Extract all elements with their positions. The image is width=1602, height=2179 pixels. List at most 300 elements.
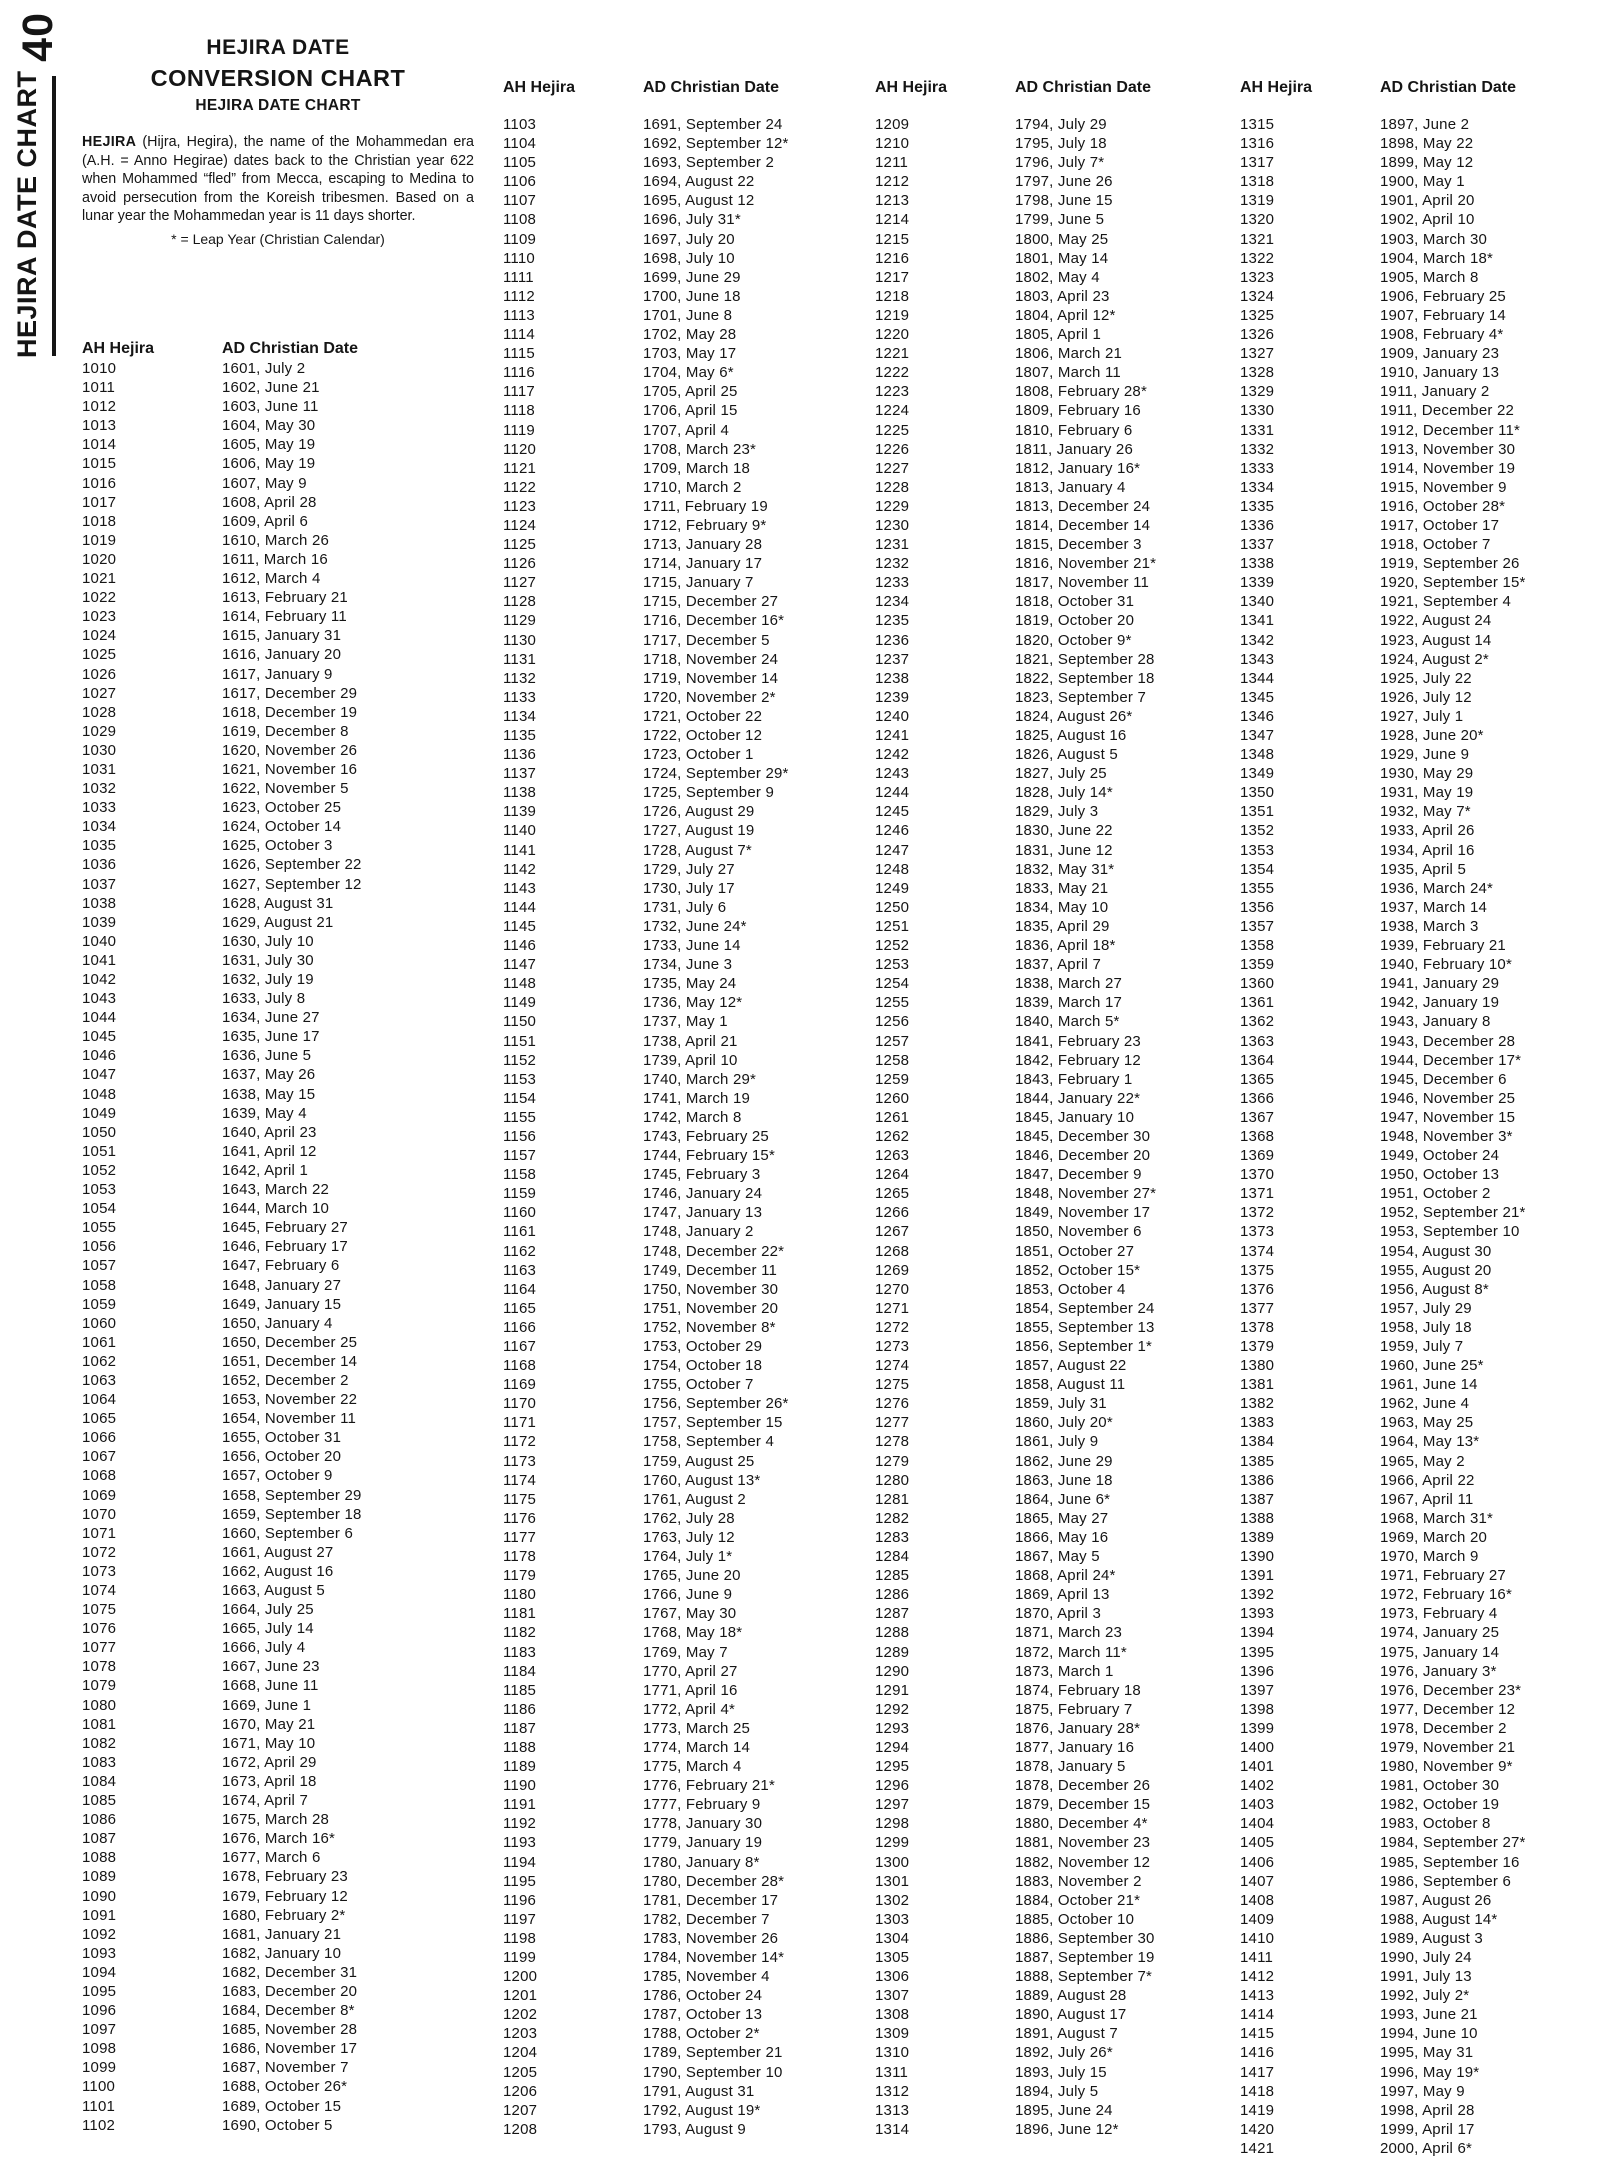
ad-date: 1866, May 16: [1015, 1528, 1109, 1546]
ad-christian-date-header: AD Christian Date: [1015, 79, 1152, 96]
table-row: [875, 382, 1156, 401]
ah-year: 1033: [82, 799, 117, 817]
table-row: [503, 1432, 789, 1451]
table-row: [1240, 1127, 1526, 1146]
ah-year: 1127: [503, 574, 537, 592]
ah-year: 1072: [82, 1543, 117, 1561]
ah-year: 1419: [1240, 2101, 1275, 2119]
ah-year: 1045: [82, 1028, 117, 1046]
table-row: [503, 1490, 789, 1509]
ad-date: 1612, March 4: [222, 570, 321, 588]
ah-year: 1122: [503, 478, 537, 496]
ad-date: 1886, September 30: [1015, 1929, 1155, 1947]
ah-year: 1083: [82, 1753, 117, 1771]
table-row: [503, 1280, 789, 1299]
ah-year: 1380: [1240, 1357, 1275, 1375]
table-row: [875, 802, 1156, 821]
ah-year: 1404: [1240, 1815, 1275, 1833]
ah-year: 1411: [1240, 1949, 1274, 1966]
ad-date: 1667, June 23: [222, 1658, 320, 1676]
ah-year: 1417: [1240, 2063, 1275, 2081]
ad-date: 1719, November 14: [643, 669, 779, 687]
ah-year: 1321: [1240, 230, 1275, 248]
ah-year: 1214: [875, 211, 910, 229]
table-row: [1240, 478, 1526, 497]
ad-date: 1922, August 24: [1380, 612, 1492, 630]
ad-date: 1740, March 29*: [643, 1070, 757, 1088]
ah-year: 1268: [875, 1242, 910, 1260]
ad-date: 1729, July 27: [643, 860, 735, 878]
ah-year: 1190: [503, 1777, 537, 1795]
table-row: [875, 478, 1156, 497]
ah-year: 1311: [875, 2063, 909, 2081]
ah-year: 1213: [875, 192, 910, 210]
ad-date: 1810, February 6: [1015, 421, 1133, 439]
ad-date: 1919, September 26: [1380, 555, 1520, 573]
ah-year: 1068: [82, 1467, 117, 1485]
ad-date: 1971, February 27: [1380, 1567, 1506, 1585]
ah-year: 1081: [82, 1715, 117, 1733]
table-row: [82, 607, 362, 626]
ah-year: 1403: [1240, 1796, 1275, 1814]
table-row: [1240, 1471, 1526, 1490]
ah-year: 1166: [503, 1318, 537, 1336]
table-row: [875, 2120, 1156, 2139]
ad-date: 1813, January 4: [1015, 478, 1126, 496]
ad-date: 1845, December 30: [1015, 1127, 1151, 1145]
ad-date: 1822, September 18: [1015, 669, 1155, 687]
ad-date: 1875, February 7: [1015, 1700, 1133, 1718]
ah-year: 1349: [1240, 765, 1275, 783]
table-row: [503, 1394, 789, 1413]
ah-year: 1198: [503, 1929, 537, 1947]
table-row: [875, 1814, 1156, 1833]
table-row: [1240, 1242, 1526, 1261]
ad-date: 1903, March 30: [1380, 230, 1488, 248]
table-row: [503, 650, 789, 669]
ah-year: 1016: [82, 474, 117, 492]
ad-date: 1821, September 28: [1015, 650, 1155, 668]
ad-date: 1776, February 21*: [643, 1777, 776, 1795]
ah-year: 1359: [1240, 956, 1275, 974]
table-row: [503, 1604, 789, 1623]
ah-year: 1052: [82, 1161, 117, 1179]
ad-date: 1793, August 9: [643, 2120, 746, 2138]
table-row: [503, 1623, 789, 1642]
ad-date: 1789, September 21: [643, 2044, 783, 2062]
ad-date: 1620, November 26: [222, 741, 358, 759]
ah-year: 1358: [1240, 937, 1275, 955]
ad-date: 1878, January 5: [1015, 1758, 1126, 1776]
ad-date: 1704, May 6*: [643, 364, 734, 382]
ad-date: 1943, December 28: [1380, 1032, 1516, 1050]
table-row: [82, 1046, 362, 1065]
ad-date: 1976, December 23*: [1380, 1681, 1522, 1699]
ad-date: 1780, December 28*: [643, 1872, 785, 1890]
ad-date: 1802, May 4: [1015, 268, 1100, 286]
ah-year: 1077: [82, 1639, 117, 1657]
ah-year: 1181: [503, 1605, 537, 1623]
table-row: [503, 1872, 789, 1891]
table-row: [875, 1547, 1156, 1566]
table-row: [503, 1203, 789, 1222]
table-row: [875, 1203, 1156, 1222]
ah-year: 1394: [1240, 1624, 1275, 1642]
ah-year: 1238: [875, 669, 910, 687]
ad-date: 1927, July 1: [1380, 707, 1464, 725]
ah-year: 1351: [1240, 803, 1275, 821]
table-row: [503, 1700, 789, 1719]
ah-year: 1142: [503, 860, 537, 878]
table-row: [82, 1715, 362, 1734]
ah-year: 1371: [1240, 1185, 1275, 1203]
ah-year: 1183: [503, 1643, 537, 1661]
table-row: [82, 2097, 362, 2116]
table-row: [82, 435, 362, 454]
ad-date: 1823, September 7: [1015, 688, 1146, 706]
ah-year: 1412: [1240, 1968, 1275, 1986]
ad-date: 1660, September 6: [222, 1524, 353, 1542]
ad-date: 1839, March 17: [1015, 994, 1123, 1012]
table-row: [82, 989, 362, 1008]
table-row: [503, 1299, 789, 1318]
ad-date: 1626, September 22: [222, 856, 362, 874]
table-row: [503, 1452, 789, 1471]
ad-date: 1896, June 12*: [1015, 2120, 1119, 2138]
table-row: [82, 1333, 362, 1352]
ad-date: 1992, July 2*: [1380, 1987, 1470, 2005]
ah-year: 1180: [503, 1586, 537, 1604]
ah-year: 1420: [1240, 2120, 1275, 2138]
ah-year: 1174: [503, 1471, 537, 1489]
ah-year: 1270: [875, 1280, 910, 1298]
table-row: [503, 917, 789, 936]
table-row: [875, 1738, 1156, 1757]
table-row: [1240, 841, 1526, 860]
ah-year: 1242: [875, 746, 910, 764]
ah-year: 1048: [82, 1085, 117, 1103]
table-row: [82, 2077, 362, 2096]
ah-year: 1208: [503, 2120, 538, 2138]
ad-date: 1658, September 29: [222, 1486, 362, 1504]
ah-year: 1130: [503, 631, 537, 649]
table-row: [875, 497, 1156, 516]
table-row: [875, 344, 1156, 363]
ah-year: 1010: [82, 360, 117, 377]
ah-year: 1370: [1240, 1166, 1275, 1184]
ad-date: 1803, April 23: [1015, 287, 1110, 305]
ah-year: 1374: [1240, 1242, 1275, 1260]
ad-date: 1935, April 5: [1380, 860, 1466, 878]
table-row: [875, 841, 1156, 860]
ad-date: 1666, July 4: [222, 1639, 306, 1657]
ad-date: 1628, August 31: [222, 894, 334, 912]
ah-year: 1347: [1240, 727, 1275, 744]
table-row: [875, 1299, 1156, 1318]
table-row: [503, 1757, 789, 1776]
table-row: [875, 1070, 1156, 1089]
ah-year: 1155: [503, 1108, 537, 1126]
ah-year: 1020: [82, 550, 117, 568]
table-row: [1240, 287, 1526, 306]
ah-year: 1362: [1240, 1013, 1275, 1031]
ad-date: 1858, August 11: [1015, 1376, 1126, 1394]
ad-date: 1902, April 10: [1380, 211, 1475, 229]
table-row: [1240, 707, 1526, 726]
table-row: [1240, 363, 1526, 382]
ah-year: 1115: [503, 345, 535, 363]
table-row: [82, 1199, 362, 1218]
table-row: [503, 592, 789, 611]
ah-year: 1107: [503, 192, 537, 210]
ah-year: 1323: [1240, 268, 1275, 286]
ad-date: 1734, June 3: [643, 956, 733, 974]
table-row: [1240, 573, 1526, 592]
ah-year: 1287: [875, 1605, 910, 1623]
ad-date: 1673, April 18: [222, 1772, 317, 1790]
intro-lead-word: HEJIRA: [82, 134, 137, 150]
ad-date: 1925, July 22: [1380, 669, 1472, 687]
ah-year: 1342: [1240, 631, 1275, 649]
ah-year: 1386: [1240, 1471, 1275, 1489]
ad-date: 1674, April 7: [222, 1792, 308, 1810]
ad-date: 1982, October 19: [1380, 1796, 1500, 1814]
ah-year: 1267: [875, 1223, 910, 1241]
table-column-2: [503, 0, 865, 2179]
ah-year: 1390: [1240, 1548, 1275, 1566]
ad-date: 1841, February 23: [1015, 1032, 1141, 1050]
table-row: [1240, 1719, 1526, 1738]
ah-year: 1113: [503, 306, 535, 324]
ad-date: 1646, February 17: [222, 1238, 348, 1256]
ad-date: 1787, October 13: [643, 2006, 763, 2024]
ah-year: 1350: [1240, 784, 1275, 802]
table-row: [1240, 974, 1526, 993]
table-row: [1240, 1967, 1526, 1986]
ah-year: 1282: [875, 1509, 910, 1527]
ad-date: 1707, April 4: [643, 421, 729, 439]
intro-text: (Hijra, Hegira), the name of the Mohammedan era (A.H. = Anno Hegirae) dates back to the Christian year 622 when Mohammed “fled” from Mecca, escaping to Medina to avoid persecution from the Koreish tribesmen. Based on a lunar year the Mohammedan year is 11 days shorter.: [82, 134, 474, 225]
table-row: [503, 401, 789, 420]
ad-date: 1940, February 10*: [1380, 956, 1513, 974]
ah-year: 1136: [503, 746, 537, 764]
ah-year: 1058: [82, 1276, 117, 1294]
ah-year: 1038: [82, 894, 117, 912]
ah-year: 1192: [503, 1815, 537, 1833]
table-row: [503, 191, 789, 210]
ad-date: 1760, August 13*: [643, 1471, 761, 1489]
ad-date: 1923, August 14: [1380, 631, 1492, 649]
ad-date: 1907, February 14: [1380, 306, 1506, 324]
ah-year: 1132: [503, 669, 537, 687]
ah-year: 1012: [82, 398, 117, 416]
table-row: [82, 1352, 362, 1371]
table-row: [1240, 535, 1526, 554]
ah-year: 1252: [875, 937, 910, 955]
ad-date: 1668, June 11: [222, 1677, 319, 1695]
table-row: [82, 1734, 362, 1753]
table-row: [1240, 669, 1526, 688]
ah-year: 1094: [82, 1963, 117, 1981]
table-row: [1240, 153, 1526, 172]
table-row: [1240, 650, 1526, 669]
ad-date: 1770, April 27: [643, 1662, 738, 1680]
ah-year: 1171: [503, 1414, 537, 1432]
ah-year: 1299: [875, 1834, 910, 1852]
ah-year: 1095: [82, 1982, 117, 2000]
table-row: [1240, 1776, 1526, 1795]
ad-date: 1629, August 21: [222, 913, 334, 931]
ad-date: 1799, June 5: [1015, 211, 1105, 229]
table-row: [875, 1566, 1156, 1585]
ad-date: 1727, August 19: [643, 822, 755, 840]
table-row: [875, 1891, 1156, 1910]
table-row: [503, 1948, 789, 1967]
ad-date: 1605, May 19: [222, 436, 316, 454]
ad-date: 1726, August 29: [643, 803, 755, 821]
ad-date: 1720, November 2*: [643, 688, 776, 706]
table-row: [82, 416, 362, 435]
ad-date: 1893, July 15: [1015, 2063, 1107, 2081]
ad-date: 1961, June 14: [1380, 1376, 1478, 1394]
ad-date: 1614, February 11: [222, 608, 347, 626]
ad-date: 1608, April 28: [222, 493, 317, 511]
table-row: [875, 1280, 1156, 1299]
ad-date: 1769, May 7: [643, 1643, 728, 1661]
ah-year: 1187: [503, 1719, 537, 1737]
ah-year: 1036: [82, 856, 117, 874]
table-row: [1240, 1165, 1526, 1184]
ah-year: 1156: [503, 1127, 537, 1145]
ad-date: 1811, January 26: [1015, 440, 1134, 458]
ad-date: 1761, August 2: [643, 1490, 746, 1508]
ah-year: 1360: [1240, 975, 1275, 993]
ah-year: 1244: [875, 784, 910, 802]
ah-year: 1211: [875, 154, 909, 172]
ah-year: 1340: [1240, 593, 1275, 611]
table-row: [82, 875, 362, 894]
ad-date: 1984, September 27*: [1380, 1834, 1526, 1852]
ad-date: 1929, June 9: [1380, 746, 1470, 764]
table-row: [875, 1662, 1156, 1681]
ah-year: 1118: [503, 402, 535, 420]
table-row: [1240, 993, 1526, 1012]
ad-date: 1630, July 10: [222, 932, 314, 950]
table-row: [1240, 459, 1526, 478]
ad-date: 1819, October 20: [1015, 612, 1135, 630]
table-row: [1240, 1070, 1526, 1089]
ah-year: 1289: [875, 1643, 910, 1661]
ad-date: 1981, October 30: [1380, 1777, 1500, 1795]
ad-date: 1644, March 10: [222, 1200, 330, 1218]
ad-date: 1716, December 16*: [643, 612, 785, 630]
ah-year: 1150: [503, 1013, 537, 1031]
ad-date: 1625, October 3: [222, 837, 333, 855]
ah-year: 1102: [82, 2116, 116, 2134]
ad-date: 1699, June 29: [643, 268, 741, 286]
column-header-row: [1240, 79, 1516, 97]
ah-year: 1284: [875, 1548, 910, 1566]
ah-year: 1019: [82, 531, 117, 549]
ad-date: 1850, November 6: [1015, 1223, 1142, 1241]
table-row: [503, 1643, 789, 1662]
ah-year: 1398: [1240, 1700, 1275, 1718]
table-row: [82, 378, 362, 397]
ad-date: 1930, May 29: [1380, 765, 1474, 783]
ad-date: 1892, July 26*: [1015, 2044, 1113, 2062]
table-row: [82, 645, 362, 664]
ah-year: 1228: [875, 478, 910, 496]
table-row: [875, 2063, 1156, 2082]
ah-year: 1334: [1240, 478, 1275, 496]
table-row: [875, 1375, 1156, 1394]
ah-year: 1100: [82, 2078, 116, 2096]
ad-date: 1613, February 21: [222, 589, 348, 607]
table-row: [503, 726, 789, 745]
table-row: [875, 249, 1156, 268]
ad-date: 1928, June 20*: [1380, 727, 1484, 744]
table-row: [503, 707, 789, 726]
table-row: [1240, 1814, 1526, 1833]
ah-year: 1389: [1240, 1528, 1275, 1546]
ad-date: 1857, August 22: [1015, 1357, 1127, 1375]
table-row: [1240, 1681, 1526, 1700]
ah-year: 1031: [82, 760, 117, 778]
ah-year: 1176: [503, 1509, 537, 1527]
ah-year: 1066: [82, 1429, 117, 1447]
table-row: [1240, 1394, 1526, 1413]
ad-date: 1846, December 20: [1015, 1147, 1151, 1165]
ah-year: 1355: [1240, 879, 1275, 897]
table-row: [875, 2024, 1156, 2043]
table-row: [1240, 1203, 1526, 1222]
ad-date: 1755, October 7: [643, 1376, 754, 1394]
column-header-row: [875, 79, 1151, 97]
table-row: [82, 1218, 362, 1237]
ah-year: 1229: [875, 497, 910, 515]
ad-date: 1882, November 12: [1015, 1853, 1151, 1871]
ad-date: 1983, October 8: [1380, 1815, 1491, 1833]
ah-year: 1088: [82, 1849, 117, 1867]
ad-date: 1779, January 19: [643, 1834, 763, 1852]
ah-year: 1231: [875, 536, 910, 554]
ah-year: 1396: [1240, 1662, 1275, 1680]
ad-date: 1973, February 4: [1380, 1605, 1498, 1623]
ah-year: 1296: [875, 1777, 910, 1795]
ad-date: 1999, April 17: [1380, 2120, 1475, 2138]
table-row: [503, 2005, 789, 2024]
ad-christian-date-header: AD Christian Date: [643, 79, 780, 96]
table-row: [503, 1127, 789, 1146]
table-row: [875, 191, 1156, 210]
ad-date: 1670, May 21: [222, 1715, 316, 1733]
ad-date: 1715, January 7: [643, 574, 754, 592]
ad-date: 1950, October 13: [1380, 1166, 1500, 1184]
ah-year: 1319: [1240, 192, 1275, 210]
ah-year: 1407: [1240, 1872, 1275, 1890]
ad-date: 1964, May 13*: [1380, 1433, 1480, 1451]
ad-date: 1889, August 28: [1015, 1987, 1127, 2005]
ah-year: 1241: [875, 727, 910, 744]
ah-year: 1239: [875, 688, 910, 706]
table-row: [503, 1795, 789, 1814]
ah-year: 1265: [875, 1185, 910, 1203]
table-row: [875, 821, 1156, 840]
ad-date: 1783, November 26: [643, 1929, 779, 1947]
ah-year: 1200: [503, 1968, 538, 1986]
ad-date: 1966, April 22: [1380, 1471, 1475, 1489]
ad-date: 1672, April 29: [222, 1753, 317, 1771]
